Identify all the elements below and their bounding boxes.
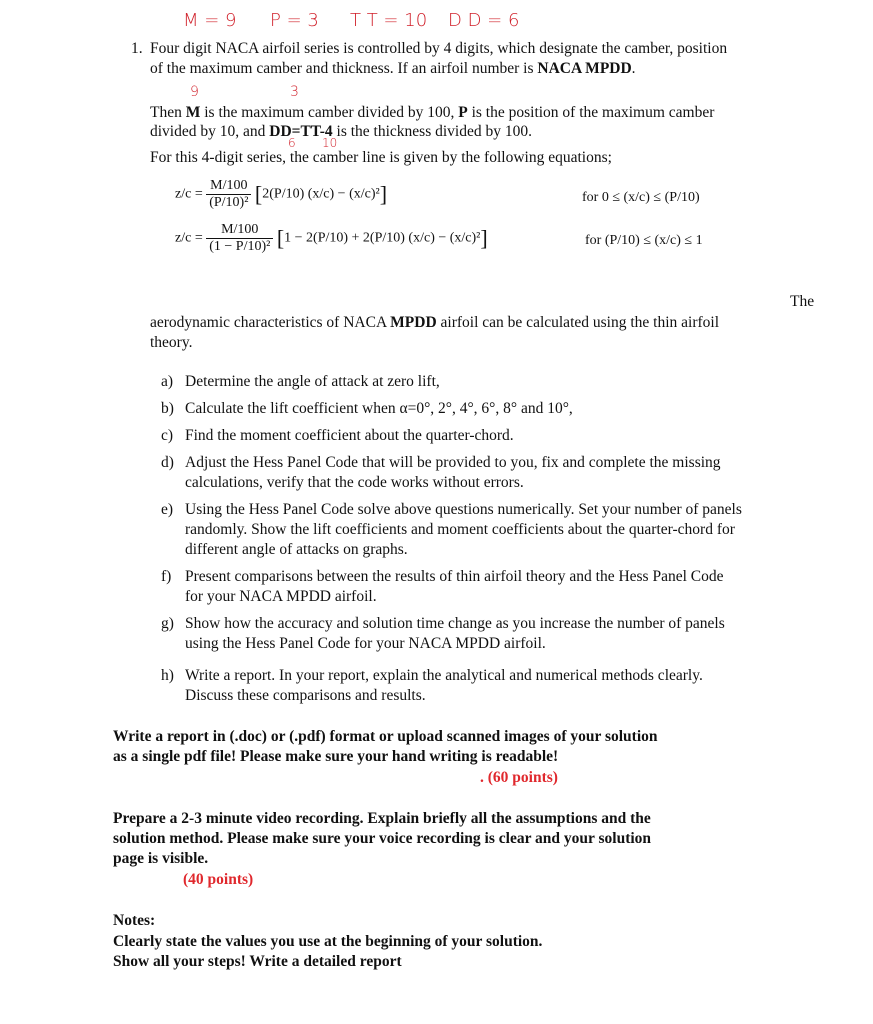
handwritten-m-above: 9 xyxy=(190,84,199,100)
video-line-1: Prepare a 2-3 minute video recording. Explain briefly all the assumptions and the xyxy=(113,810,651,827)
video-line-2: solution method. Please make sure your voice recording is clear and your solution xyxy=(113,830,652,847)
report-line-2: as a single pdf file! Please make sure your hand writing is readable! xyxy=(113,748,559,765)
intro-line-1: Four digit NACA airfoil series is controlled by 4 digits, which designate the camber, position xyxy=(150,40,728,57)
eq1-body: 2(P/10) (x/c) − (x/c)² xyxy=(262,186,380,202)
task-list xyxy=(161,372,841,706)
handwritten-tt-value: T T = 10 xyxy=(350,10,428,31)
task-c: c) Find the moment coefficient about the quarter-chord. xyxy=(161,427,514,444)
handwritten-tt-below: 10 xyxy=(322,136,338,150)
notes-line-2: Show all your steps! Write a detailed report xyxy=(113,953,402,970)
task-a: a) Determine the angle of attack at zero lift, xyxy=(161,373,440,390)
equation-2: z/c = $\frac{M/100}{\text{(1 − P/10)²}}$ [1 − 2(P/10) + 2(P/10) (x/c) − (x/c)²] xyxy=(175,222,488,254)
eq2-condition: for (P/10) ≤ (x/c) ≤ 1 xyxy=(585,233,703,248)
task-g: g) Show how the accuracy and solution time change as you increase the number of panels using the Hess Panel Code for your NACA MPDD airfoil. xyxy=(161,615,725,652)
then-line-1: Then M is the maximum camber divided by 100, P is the position of the maximum camber xyxy=(150,104,715,121)
question-number: 1. xyxy=(131,40,143,57)
task-h: h) Write a report. In your report, explain the analytical and numerical methods clearly. Discuss these comparisons and results. xyxy=(161,667,703,704)
notes-title: Notes: xyxy=(113,912,156,929)
eq2-fraction: $\frac{M/100}{\text{(1 − P/10)²}}$ xyxy=(206,222,273,255)
handwritten-dd-value: D D = 6 xyxy=(448,10,520,31)
thin-airfoil-line-1: aerodynamic characteristics of NACA MPDD airfoil can be calculated using the thin airfoil xyxy=(150,314,720,331)
handwritten-m-value: M = 9 xyxy=(183,10,237,31)
then-line-2: divided by 10, and DD=TT-4 is the thickness divided by 100. xyxy=(150,123,532,140)
eq2-body: 1 − 2(P/10) + 2(P/10) (x/c) − (x/c)² xyxy=(284,230,481,246)
handwritten-dd-below: 6 xyxy=(288,136,296,150)
task-f: f) Present comparisons between the results of thin airfoil theory and the Hess Panel Code for your NACA MPDD airfoil. xyxy=(161,568,724,605)
task-d: d) Adjust the Hess Panel Code that will be provided to you, fix and complete the missing calculations, verify that the code works without errors. xyxy=(161,454,721,491)
handwritten-p-value: P = 3 xyxy=(270,10,319,31)
eq1-fraction: $\frac{M/100}{\text{(P/10)²}}$ xyxy=(206,178,251,211)
eq2-lhs: z/c = xyxy=(175,230,203,246)
task-b: b) Calculate the lift coefficient when α=0°, 2°, 4°, 6°, 8° and 10°, xyxy=(161,400,573,417)
handwritten-p-above: 3 xyxy=(290,84,299,100)
report-points: . (60 points) xyxy=(480,769,558,786)
notes-line-1: Clearly state the values you use at the beginning of your solution. xyxy=(113,933,543,950)
video-points: (40 points) xyxy=(183,871,254,888)
intro-line-2: of the maximum camber and thickness. If an airfoil number is NACA MPDD. xyxy=(150,60,636,77)
the-word: The xyxy=(790,293,815,310)
equation-1: z/c = $\frac{M/100}{\text{(P/10)²}}$ [2(P/10) (x/c) − (x/c)²] xyxy=(175,178,388,210)
naca-code: NACA MPDD xyxy=(537,60,632,77)
eq1-condition: for 0 ≤ (x/c) ≤ (P/10) xyxy=(582,190,700,205)
report-line-1: Write a report in (.doc) or (.pdf) format or upload scanned images of your solution xyxy=(113,728,658,745)
video-line-3: page is visible. xyxy=(113,850,209,867)
task-e: e) Using the Hess Panel Code solve above questions numerically. Set your number of panels randomly. Show the lift coefficients and moment coefficients about the quarter-chord for different angle of attacks on graphs. xyxy=(161,501,742,558)
thin-airfoil-line-2: theory. xyxy=(150,334,193,351)
series-line: For this 4-digit series, the camber line is given by the following equations; xyxy=(150,149,612,166)
eq1-lhs: z/c = xyxy=(175,186,203,202)
